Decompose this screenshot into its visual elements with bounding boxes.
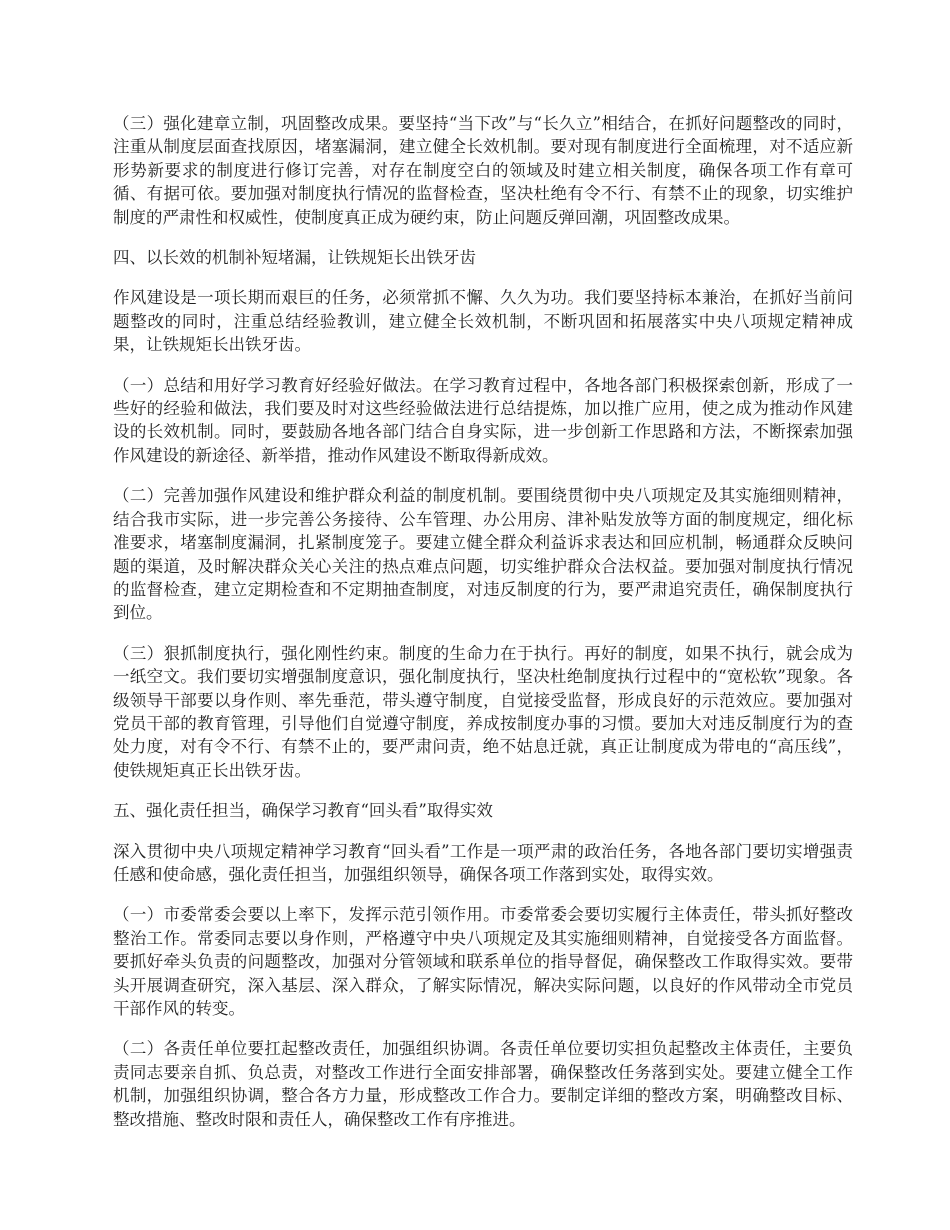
paragraph-section-5-intro: 深入贯彻中央八项规定精神学习教育“回头看”工作是一项严肃的政治任务，各地各部门要切实增强责任感和使命感，强化责任担当，加强组织领导，确保各项工作落到实处，取得实效。: [113, 841, 853, 884]
paragraph-4-1: （一）总结和用好学习教育好经验好做法。在学习教育过程中，各地各部门积极探索创新，形成了一些好的经验和做法，我们要及时对这些经验做法进行总结提炼，加以推广应用，使之成为推动作风建设的长效机制。同时，要鼓励各地各部门结合自身实际，进一步创新工作思路和方法，不断探索加强作风建设的新途径、新举措，推动作风建设不断取得新成效。: [113, 375, 853, 465]
paragraph-4-2: （二）完善加强作风建设和维护群众利益的制度机制。要围绕贯彻中央八项规定及其实施细则精神，结合我市实际，进一步完善公务接待、公车管理、办公用房、津补贴发放等方面的制度规定，细化标准要求，堵塞制度漏洞，扎紧制度笼子。要建立健全群众利益诉求表达和回应机制，畅通群众反映问题的渠道，及时解决群众关心关注的热点难点问题，切实维护群众合法权益。要加强对制度执行情况的监督检查，建立定期检查和不定期抽查制度，对违反制度的行为，要严肃追究责任，确保制度执行到位。: [113, 486, 853, 623]
paragraph-5-1: （一）市委常委会要以上率下，发挥示范引领作用。市委常委会要切实履行主体责任，带头抓好整改整治工作。常委同志要以身作则，严格遵守中央八项规定及其实施细则精神，自觉接受各方面监督。要抓好牵头负责的问题整改，加强对分管领域和联系单位的指导督促，确保整改工作取得实效。要带头开展调查研究，深入基层、深入群众，了解实际情况，解决实际问题，以良好的作风带动全市党员干部作风的转变。: [113, 905, 853, 1018]
paragraph-section-4-intro: 作风建设是一项长期而艰巨的任务，必须常抓不懈、久久为功。我们要坚持标本兼治，在抓好当前问题整改的同时，注重总结经验教训，建立健全长效机制，不断巩固和拓展落实中央八项规定精神成果，让铁规矩长出铁牙齿。: [113, 288, 853, 355]
paragraph-strengthen-rules: （三）强化建章立制，巩固整改成果。要坚持“当下改”与“长久立”相结合，在抓好问题整改的同时，注重从制度层面查找原因，堵塞漏洞，建立健全长效机制。要对现有制度进行全面梳理，对不适应新形势新要求的制度进行修订完善，对存在制度空白的领域及时建立相关制度，确保各项工作有章可循、有据可依。要加强对制度执行情况的监督检查，坚决杜绝有令不行、有禁不止的现象，切实维护制度的严肃性和权威性，使制度真正成为硬约束，防止问题反弹回潮，巩固整改成果。: [113, 114, 853, 227]
paragraph-5-2: （二）各责任单位要扛起整改责任，加强组织协调。各责任单位要切实担负起整改主体责任，主要负责同志要亲自抓、负总责，对整改工作进行全面安排部署，确保整改任务落到实处。要建立健全工作机制，加强组织协调，整合各方力量，形成整改工作合力。要制定详细的整改方案，明确整改目标、整改措施、整改时限和责任人，确保整改工作有序推进。: [113, 1039, 853, 1129]
paragraph-4-3: （三）狠抓制度执行，强化刚性约束。制度的生命力在于执行。再好的制度，如果不执行，就会成为一纸空文。我们要切实增强制度意识，强化制度执行，坚决杜绝制度执行过程中的“宽松软”现象。各级领导干部要以身作则、率先垂范，带头遵守制度，自觉接受监督，形成良好的示范效应。要加强对党员干部的教育管理，引导他们自觉遵守制度，养成按制度办事的习惯。要加大对违反制度行为的查处力度，对有令不行、有禁不止的，要严肃问责，绝不姑息迁就，真正让制度成为带电的“高压线”，使铁规矩真正长出铁牙齿。: [113, 643, 853, 780]
document-page: [113, 112, 853, 1148]
section-heading-5: 五、强化责任担当，确保学习教育“回头看”取得实效: [113, 801, 493, 821]
section-heading-4: 四、以长效的机制补短堵漏，让铁规矩长出铁牙齿: [113, 248, 476, 268]
